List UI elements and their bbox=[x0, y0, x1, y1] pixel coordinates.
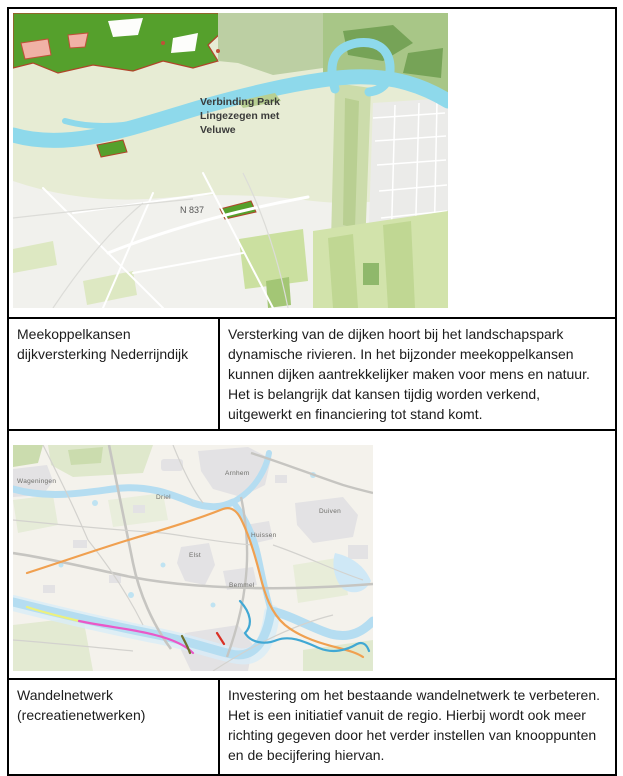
dike-area-map-image bbox=[13, 13, 448, 308]
map1-heath-patch bbox=[21, 39, 51, 59]
svg-text:Huissen: Huissen bbox=[251, 532, 277, 540]
row2-description: Investering om het bestaande wandelnetwerk te verbeteren. Het is een initiatief vanuit de regio. Hierbij wordt ook meer richting gegeven door het verder instellen van knooppunten en de becijfering hiervan. bbox=[228, 687, 601, 764]
map2-cell bbox=[8, 430, 616, 679]
map1-park-connection-label: Verbinding Park Lingezegen met Veluwe bbox=[200, 96, 280, 136]
table-row-text1 bbox=[8, 318, 616, 430]
row1-title: Meekoppelkansen dijkversterking Nederrijndijk bbox=[17, 326, 189, 363]
svg-text:Bemmel: Bemmel bbox=[229, 582, 255, 590]
table-row-map2 bbox=[8, 430, 616, 679]
map1-cell bbox=[8, 8, 616, 318]
svg-text:Driel: Driel bbox=[156, 494, 171, 502]
svg-text:Wageningen: Wageningen bbox=[17, 478, 57, 486]
row1-description: Versterking van de dijken hoort bij het landschapspark dynamische rivieren. In het bijzonder meekoppelkansen kunnen dijken aantrekkelijker maken voor mens en natuur. Het is belangrijk dat kansen tijdig worden verkend, uitgewerkt en financiering tot stand komt. bbox=[228, 326, 590, 423]
svg-text:Elst: Elst bbox=[189, 552, 202, 560]
row1-title-cell bbox=[8, 318, 219, 430]
svg-text:Duiven: Duiven bbox=[319, 508, 342, 516]
row2-title: Wandelnetwerk (recreatienetwerken) bbox=[17, 687, 146, 724]
svg-text:Arnhem: Arnhem bbox=[225, 470, 250, 478]
row2-title-cell bbox=[8, 679, 219, 775]
walking-network-map-image bbox=[13, 445, 373, 671]
row1-description-cell bbox=[219, 318, 616, 430]
row2-description-cell bbox=[219, 679, 616, 775]
content-table bbox=[7, 7, 617, 776]
table-row-text2 bbox=[8, 679, 616, 775]
table-row-map1 bbox=[8, 8, 616, 318]
map1-road-number-label: N 837 bbox=[180, 205, 205, 215]
